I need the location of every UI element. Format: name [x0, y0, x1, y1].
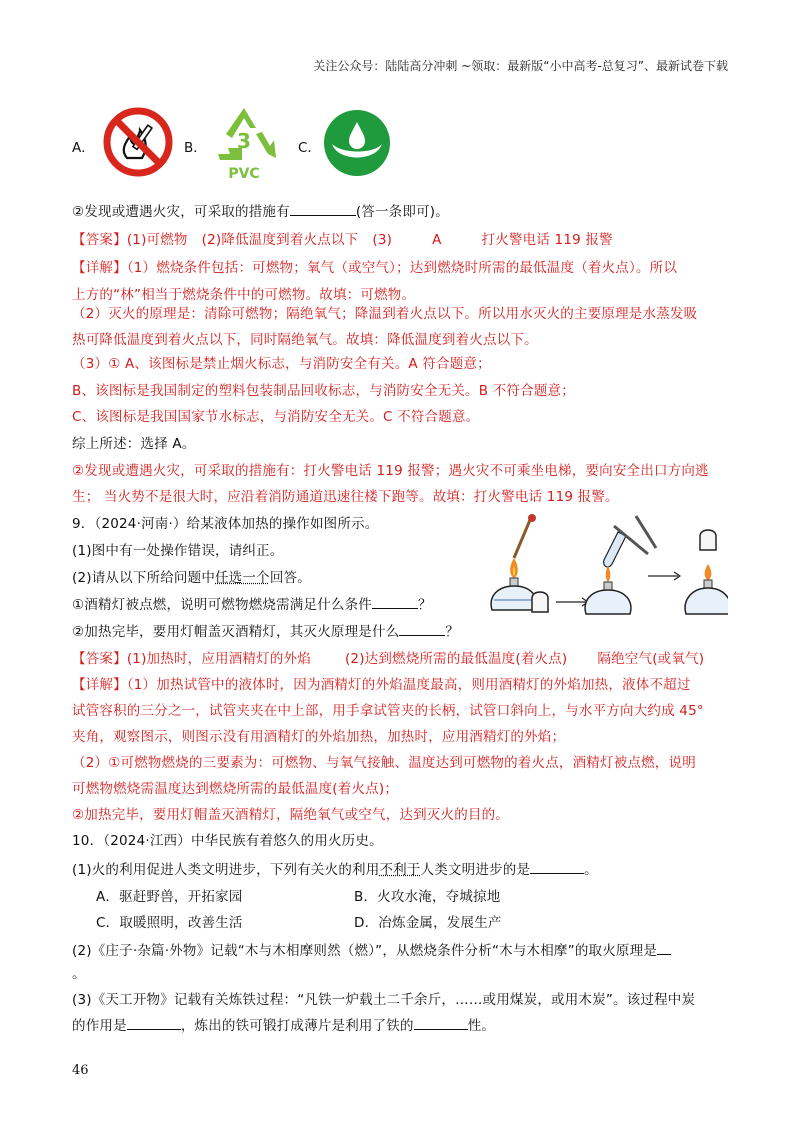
option-c-label: C．: [298, 140, 321, 156]
page-number: 46: [72, 1063, 89, 1078]
explanation-8-line: 上方的“林”相当于燃烧条件中的可燃物。故填：可燃物。: [72, 287, 416, 303]
q10-stem: 10．（2024·江西）中华民族有着悠久的用火历史。: [72, 833, 383, 849]
q10-sub3-cont: 的作用是 ，炼出的铁可锻打成薄片是利用了铁的 性。: [72, 1018, 496, 1034]
q9-stem: 9．（2024·河南·）给某液体加热的操作如图所示。: [72, 516, 379, 532]
q9-sub2-item2: ②加热完毕，要用灯帽盖灭酒精灯，其灭火原理是什么 ？: [72, 624, 460, 640]
q10-sub1: (1)火的利用促进人类文明进步，下列有关火的利用不利于人类文明进步的是 。: [72, 862, 598, 878]
option-a-label: A．: [72, 140, 95, 156]
answer-9: 【答案】(1)加热时，应用酒精灯的外焰 (2)达到燃烧所需的最低温度(着火点) 隔绝空气(或氧气): [72, 651, 705, 667]
explanation-8-line: B、该图标是我国制定的塑料包装制品回收标志，与消防安全无关。B 不符合题意；: [72, 383, 575, 399]
option-b-label: B．: [184, 140, 207, 156]
explanation-8-line: 热可降低温度到着火点以下，同时隔绝氧气。故填：降低温度到着火点以下。: [72, 332, 538, 348]
explanation-9-line: （2）①可燃物燃烧的三要素为：可燃物、与氧气接触、温度达到可燃物的着火点，酒精灯被点燃，说明: [72, 755, 696, 771]
page-header: 关注公众号：陆陆高分冲刺 ~领取：最新版“小中高考-总复习”、最新试卷下载: [313, 59, 728, 73]
q9-sub1: (1)图中有一处操作错误，请纠正。: [72, 543, 284, 559]
lamp-with-cap-above: [685, 530, 728, 614]
explanation-9-line: 夹角，观察图示，则图示没有用酒精灯的外焰加热，加热时，应用酒精灯的外焰；: [72, 729, 566, 745]
explanation-8-line: C、该图标是我国国家节水标志，与消防安全无关。C 不符合题意。: [72, 409, 480, 425]
q9-sub2: (2)请从以下所给问题中任选一个回答。: [72, 570, 311, 586]
explanation-8-line: ②发现或遭遇火灾，可采取的措施有：打火警电话 119 报警；遇火灾不可乘坐电梯，要向安全出口方向逃: [72, 463, 709, 479]
no-fire-sign-icon: [102, 106, 174, 178]
q9-sub2-item1: ①酒精灯被点燃，说明可燃物燃烧需满足什么条件 ？: [72, 597, 432, 613]
explanation-8-line: （3）① A、该图标是禁止烟火标志，与消防安全有关。A 符合题意；: [72, 356, 491, 372]
explanation-9-line: 试管容积的三分之一，试管夹夹在中上部，用手拿试管夹的长柄，试管口斜向上，与水平方向大约成 45°: [72, 703, 704, 719]
alcohol-lamp-lit: [491, 514, 537, 610]
q8-sub2: ②发现或遭遇火灾，可采取的措施有 (答一条即可)。: [72, 204, 449, 220]
emphasis-text: 任选一个: [215, 570, 270, 586]
answer-8: 【答案】(1)可燃物 (2)降低温度到着火点以下 (3) A 打火警电话 119 报警: [72, 232, 613, 248]
explanation-8-line: 【详解】（1）燃烧条件包括：可燃物；氧气（或空气）；达到燃烧时所需的最低温度（着火点）。所以: [72, 260, 678, 276]
pvc-text: PVC: [228, 166, 260, 182]
q10-sub2: (2)《庄子·杂篇·外物》记载“木与木相摩则然（燃）”，从燃烧条件分析“木与木相摩”的取火原理是: [72, 939, 671, 959]
heating-liquid-diagram: [478, 514, 728, 624]
explanation-8-line: 生； 当火势不是很大时，应沿着消防通道迅速往楼下跑等。故填：打火警电话 119 报警。: [72, 489, 619, 505]
q10-option-b: B．火攻水淹，夺城掠地: [354, 889, 501, 905]
emphasis-text: 不利于: [379, 862, 421, 878]
pvc-recycle-icon: [208, 102, 280, 182]
pvc-number: 3: [237, 129, 251, 153]
water-saving-icon: [322, 108, 392, 178]
explanation-9-line: 【详解】（1）加热试管中的液体时，因为酒精灯的外焰温度最高，则用酒精灯的外焰加热，液体不超过: [72, 677, 691, 693]
lamp-cap: [532, 592, 548, 612]
explanation-8-line: 综上所述：选择 A。: [72, 436, 196, 452]
q10-sub3: (3)《天工开物》记载有关炼铁过程：“凡铁一炉载土二千余斤，……或用煤炭，或用木炭”。该过程中炭: [72, 992, 696, 1008]
q10-option-c: C．取暖照明，改善生活: [96, 915, 243, 931]
explanation-9-line: ②加热完毕，要用灯帽盖灭酒精灯，隔绝氧气或空气，达到灭火的目的。: [72, 807, 510, 823]
q10-sub2-end: 。: [72, 966, 86, 982]
heating-test-tube: [585, 516, 656, 614]
explanation-9-line: 可燃物燃烧需温度达到燃烧所需的最低温度(着火点)；: [72, 781, 399, 797]
q10-option-a: A．驱赶野兽，开拓家园: [96, 889, 243, 905]
explanation-8-line: （2）灭火的原理是：清除可燃物；隔绝氧气；降温到着火点以下。所以用水灭火的主要原理是水蒸发吸: [72, 306, 698, 322]
q10-option-d: D．冶炼金属，发展生产: [354, 915, 502, 931]
